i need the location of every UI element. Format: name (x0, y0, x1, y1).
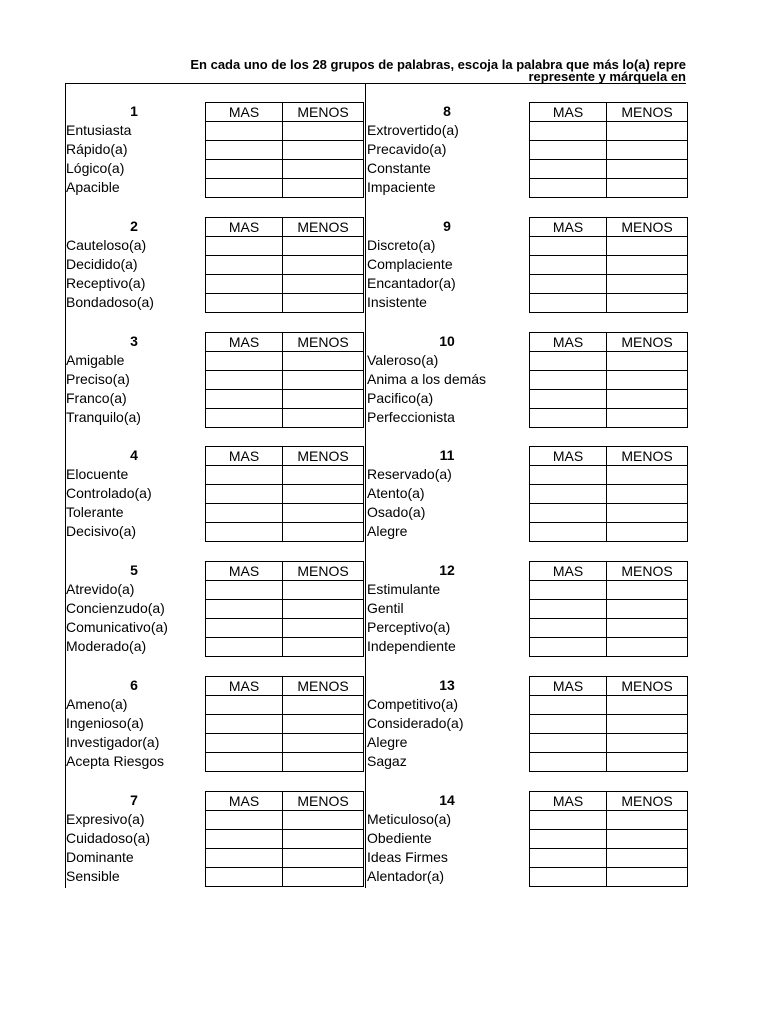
menos-checkbox-cell[interactable] (283, 523, 364, 542)
mas-checkbox-cell[interactable] (530, 696, 607, 715)
mas-checkbox-cell[interactable] (530, 504, 607, 523)
group-word: Tolerante (66, 504, 124, 520)
group-word: Atento(a) (367, 485, 425, 501)
mas-checkbox-cell[interactable] (206, 638, 283, 657)
menos-checkbox-cell[interactable] (607, 485, 688, 504)
menos-column-header: MENOS (283, 218, 364, 237)
mas-checkbox-cell[interactable] (530, 811, 607, 830)
mas-menos-grid (205, 217, 364, 313)
group-number: 2 (130, 218, 138, 234)
mas-checkbox-cell[interactable] (206, 294, 283, 313)
menos-checkbox-cell[interactable] (283, 830, 364, 849)
group-number: 8 (443, 103, 451, 119)
group-word: Perceptivo(a) (367, 619, 451, 635)
group-word: Decisivo(a) (66, 523, 137, 539)
mas-column-header: MAS (206, 792, 283, 811)
group-word: Anima a los demás (367, 371, 487, 387)
group-word: Preciso(a) (66, 371, 130, 387)
menos-checkbox-cell[interactable] (283, 237, 364, 256)
menos-checkbox-cell[interactable] (607, 179, 688, 198)
menos-checkbox-cell[interactable] (283, 294, 364, 313)
mas-checkbox-cell[interactable] (206, 849, 283, 868)
group-word: Valeroso(a) (367, 352, 439, 368)
mas-checkbox-cell[interactable] (530, 581, 607, 600)
mas-column-header: MAS (206, 562, 283, 581)
mas-checkbox-cell[interactable] (530, 619, 607, 638)
menos-checkbox-cell[interactable] (607, 868, 688, 887)
menos-column-header: MENOS (607, 103, 688, 122)
mas-column-header: MAS (530, 562, 607, 581)
group-word: Investigador(a) (66, 734, 160, 750)
menos-checkbox-cell[interactable] (607, 600, 688, 619)
mas-checkbox-cell[interactable] (206, 753, 283, 772)
mas-menos-grid (205, 446, 364, 542)
menos-column-header: MENOS (283, 792, 364, 811)
mas-column-header: MAS (206, 218, 283, 237)
group-word: Competitivo(a) (367, 696, 459, 712)
mas-checkbox-cell[interactable] (206, 409, 283, 428)
group-word: Perfeccionista (367, 409, 455, 425)
menos-column-header: MENOS (607, 447, 688, 466)
group-word: Meticuloso(a) (367, 811, 452, 827)
menos-checkbox-cell[interactable] (283, 581, 364, 600)
group-word: Moderado(a) (66, 638, 147, 654)
mas-menos-grid (529, 676, 688, 772)
menos-column-header: MENOS (283, 447, 364, 466)
mas-menos-grid (205, 676, 364, 772)
mas-checkbox-cell[interactable] (206, 830, 283, 849)
group-number: 1 (130, 103, 138, 119)
header-divider (66, 83, 686, 84)
mas-checkbox-cell[interactable] (206, 275, 283, 294)
group-word: Entusiasta (66, 122, 132, 138)
menos-checkbox-cell[interactable] (607, 256, 688, 275)
mas-column-header: MAS (530, 103, 607, 122)
menos-checkbox-cell[interactable] (283, 390, 364, 409)
group-word: Discreto(a) (367, 237, 436, 253)
mas-checkbox-cell[interactable] (530, 237, 607, 256)
instructions-line-2: represente y márquela en (528, 69, 686, 84)
group-word: Sensible (66, 868, 120, 884)
menos-checkbox-cell[interactable] (283, 696, 364, 715)
menos-checkbox-cell[interactable] (283, 811, 364, 830)
menos-checkbox-cell[interactable] (283, 141, 364, 160)
mas-checkbox-cell[interactable] (206, 466, 283, 485)
menos-checkbox-cell[interactable] (607, 122, 688, 141)
mas-checkbox-cell[interactable] (530, 122, 607, 141)
mas-menos-grid (205, 102, 364, 198)
menos-checkbox-cell[interactable] (283, 600, 364, 619)
menos-checkbox-cell[interactable] (283, 466, 364, 485)
group-number: 11 (439, 447, 455, 463)
mas-checkbox-cell[interactable] (206, 600, 283, 619)
menos-checkbox-cell[interactable] (607, 696, 688, 715)
mas-checkbox-cell[interactable] (206, 715, 283, 734)
group-number: 10 (439, 333, 455, 349)
menos-column-header: MENOS (607, 333, 688, 352)
menos-checkbox-cell[interactable] (283, 122, 364, 141)
mas-checkbox-cell[interactable] (530, 523, 607, 542)
mas-checkbox-cell[interactable] (530, 294, 607, 313)
column-divider (365, 83, 366, 888)
mas-menos-grid (529, 332, 688, 428)
mas-checkbox-cell[interactable] (206, 237, 283, 256)
group-word: Cauteloso(a) (66, 237, 147, 253)
menos-column-header: MENOS (283, 103, 364, 122)
mas-checkbox-cell[interactable] (530, 371, 607, 390)
menos-checkbox-cell[interactable] (607, 352, 688, 371)
group-word: Extrovertido(a) (367, 122, 459, 138)
group-number: 12 (439, 562, 455, 578)
menos-checkbox-cell[interactable] (283, 734, 364, 753)
group-word: Obediente (367, 830, 432, 846)
group-word: Atrevido(a) (66, 581, 135, 597)
instructions-header (66, 58, 686, 84)
menos-checkbox-cell[interactable] (607, 275, 688, 294)
menos-checkbox-cell[interactable] (283, 275, 364, 294)
mas-column-header: MAS (530, 218, 607, 237)
group-word: Alegre (367, 734, 408, 750)
menos-checkbox-cell[interactable] (283, 409, 364, 428)
menos-checkbox-cell[interactable] (607, 581, 688, 600)
menos-column-header: MENOS (607, 677, 688, 696)
group-number: 5 (130, 562, 138, 578)
mas-checkbox-cell[interactable] (530, 830, 607, 849)
group-number: 13 (439, 677, 455, 693)
group-word: Alegre (367, 523, 408, 539)
mas-menos-grid (529, 102, 688, 198)
mas-checkbox-cell[interactable] (530, 409, 607, 428)
menos-column-header: MENOS (607, 792, 688, 811)
menos-checkbox-cell[interactable] (607, 504, 688, 523)
mas-checkbox-cell[interactable] (206, 581, 283, 600)
mas-checkbox-cell[interactable] (530, 753, 607, 772)
menos-checkbox-cell[interactable] (607, 141, 688, 160)
menos-checkbox-cell[interactable] (283, 160, 364, 179)
mas-checkbox-cell[interactable] (530, 256, 607, 275)
mas-menos-grid (529, 446, 688, 542)
group-number: 14 (439, 792, 455, 808)
menos-column-header: MENOS (607, 218, 688, 237)
group-number: 9 (443, 218, 451, 234)
group-word: Reservado(a) (367, 466, 452, 482)
menos-checkbox-cell[interactable] (607, 849, 688, 868)
mas-menos-grid (205, 561, 364, 657)
mas-checkbox-cell[interactable] (206, 371, 283, 390)
group-word: Sagaz (367, 753, 407, 769)
mas-checkbox-cell[interactable] (530, 715, 607, 734)
menos-checkbox-cell[interactable] (607, 237, 688, 256)
group-word: Dominante (66, 849, 134, 865)
mas-menos-grid (205, 791, 364, 887)
menos-checkbox-cell[interactable] (283, 638, 364, 657)
group-word: Expresivo(a) (66, 811, 145, 827)
menos-checkbox-cell[interactable] (607, 753, 688, 772)
mas-checkbox-cell[interactable] (206, 811, 283, 830)
group-word: Controlado(a) (66, 485, 152, 501)
mas-checkbox-cell[interactable] (206, 390, 283, 409)
mas-checkbox-cell[interactable] (530, 466, 607, 485)
menos-checkbox-cell[interactable] (283, 256, 364, 275)
mas-checkbox-cell[interactable] (530, 179, 607, 198)
menos-checkbox-cell[interactable] (607, 390, 688, 409)
mas-column-header: MAS (206, 103, 283, 122)
menos-checkbox-cell[interactable] (283, 753, 364, 772)
mas-menos-grid (529, 561, 688, 657)
menos-checkbox-cell[interactable] (607, 734, 688, 753)
menos-checkbox-cell[interactable] (283, 715, 364, 734)
group-word: Franco(a) (66, 390, 127, 406)
group-word: Amigable (66, 352, 125, 368)
menos-column-header: MENOS (283, 562, 364, 581)
mas-checkbox-cell[interactable] (530, 390, 607, 409)
group-word: Complaciente (367, 256, 453, 272)
menos-checkbox-cell[interactable] (607, 619, 688, 638)
mas-checkbox-cell[interactable] (530, 600, 607, 619)
mas-checkbox-cell[interactable] (206, 256, 283, 275)
group-word: Elocuente (66, 466, 129, 482)
mas-checkbox-cell[interactable] (206, 734, 283, 753)
menos-column-header: MENOS (607, 562, 688, 581)
mas-column-header: MAS (206, 447, 283, 466)
group-word: Ameno(a) (66, 696, 128, 712)
group-word: Comunicativo(a) (66, 619, 168, 635)
mas-checkbox-cell[interactable] (206, 122, 283, 141)
menos-checkbox-cell[interactable] (607, 294, 688, 313)
group-word: Pacifico(a) (367, 390, 434, 406)
mas-checkbox-cell[interactable] (206, 619, 283, 638)
group-word: Bondadoso(a) (66, 294, 154, 310)
mas-checkbox-cell[interactable] (530, 485, 607, 504)
mas-checkbox-cell[interactable] (206, 485, 283, 504)
menos-checkbox-cell[interactable] (607, 830, 688, 849)
mas-checkbox-cell[interactable] (206, 160, 283, 179)
menos-checkbox-cell[interactable] (283, 352, 364, 371)
menos-checkbox-cell[interactable] (607, 160, 688, 179)
menos-checkbox-cell[interactable] (283, 371, 364, 390)
group-number: 7 (130, 792, 138, 808)
mas-checkbox-cell[interactable] (206, 504, 283, 523)
menos-column-header: MENOS (283, 677, 364, 696)
group-word: Independiente (367, 638, 456, 654)
mas-column-header: MAS (206, 677, 283, 696)
group-word: Precavido(a) (367, 141, 447, 157)
group-word: Ingenioso(a) (66, 715, 144, 731)
group-word: Considerado(a) (367, 715, 464, 731)
menos-checkbox-cell[interactable] (607, 466, 688, 485)
menos-checkbox-cell[interactable] (283, 504, 364, 523)
menos-checkbox-cell[interactable] (283, 849, 364, 868)
menos-checkbox-cell[interactable] (283, 619, 364, 638)
mas-menos-grid (529, 217, 688, 313)
mas-column-header: MAS (530, 447, 607, 466)
mas-checkbox-cell[interactable] (206, 179, 283, 198)
menos-checkbox-cell[interactable] (283, 485, 364, 504)
mas-menos-grid (205, 332, 364, 428)
group-word: Decidido(a) (66, 256, 138, 272)
instructions-line-1: En cada uno de los 28 grupos de palabras, escoja la palabra que más lo(a) repre (190, 58, 686, 72)
mas-checkbox-cell[interactable] (206, 696, 283, 715)
group-word: Alentador(a) (367, 868, 445, 884)
mas-column-header: MAS (530, 333, 607, 352)
mas-checkbox-cell[interactable] (206, 141, 283, 160)
group-word: Ideas Firmes (367, 849, 448, 865)
group-word: Tranquilo(a) (66, 409, 141, 425)
mas-column-header: MAS (530, 792, 607, 811)
menos-checkbox-cell[interactable] (607, 715, 688, 734)
mas-checkbox-cell[interactable] (530, 352, 607, 371)
group-word: Impaciente (367, 179, 436, 195)
mas-checkbox-cell[interactable] (206, 523, 283, 542)
mas-menos-grid (529, 791, 688, 887)
menos-checkbox-cell[interactable] (607, 811, 688, 830)
mas-checkbox-cell[interactable] (530, 141, 607, 160)
menos-checkbox-cell[interactable] (607, 371, 688, 390)
group-number: 6 (130, 677, 138, 693)
mas-checkbox-cell[interactable] (206, 868, 283, 887)
group-word: Encantador(a) (367, 275, 456, 291)
group-word: Estimulante (367, 581, 441, 597)
mas-checkbox-cell[interactable] (530, 160, 607, 179)
group-word: Rápido(a) (66, 141, 128, 157)
mas-checkbox-cell[interactable] (530, 849, 607, 868)
group-word: Osado(a) (367, 504, 426, 520)
mas-column-header: MAS (530, 677, 607, 696)
menos-column-header: MENOS (283, 333, 364, 352)
group-word: Cuidadoso(a) (66, 830, 151, 846)
group-word: Acepta Riesgos (66, 753, 165, 769)
group-word: Constante (367, 160, 431, 176)
mas-checkbox-cell[interactable] (206, 352, 283, 371)
mas-column-header: MAS (206, 333, 283, 352)
mas-checkbox-cell[interactable] (530, 638, 607, 657)
mas-checkbox-cell[interactable] (530, 734, 607, 753)
menos-checkbox-cell[interactable] (283, 868, 364, 887)
group-word: Lógico(a) (66, 160, 125, 176)
group-word: Receptivo(a) (66, 275, 146, 291)
group-word: Insistente (367, 294, 427, 310)
mas-checkbox-cell[interactable] (530, 868, 607, 887)
group-word: Gentil (367, 600, 404, 616)
group-number: 3 (130, 333, 138, 349)
menos-checkbox-cell[interactable] (607, 638, 688, 657)
mas-checkbox-cell[interactable] (530, 275, 607, 294)
group-number: 4 (130, 447, 138, 463)
group-word: Apacible (66, 179, 120, 195)
menos-checkbox-cell[interactable] (607, 523, 688, 542)
menos-checkbox-cell[interactable] (607, 409, 688, 428)
group-word: Concienzudo(a) (66, 600, 165, 616)
menos-checkbox-cell[interactable] (283, 179, 364, 198)
